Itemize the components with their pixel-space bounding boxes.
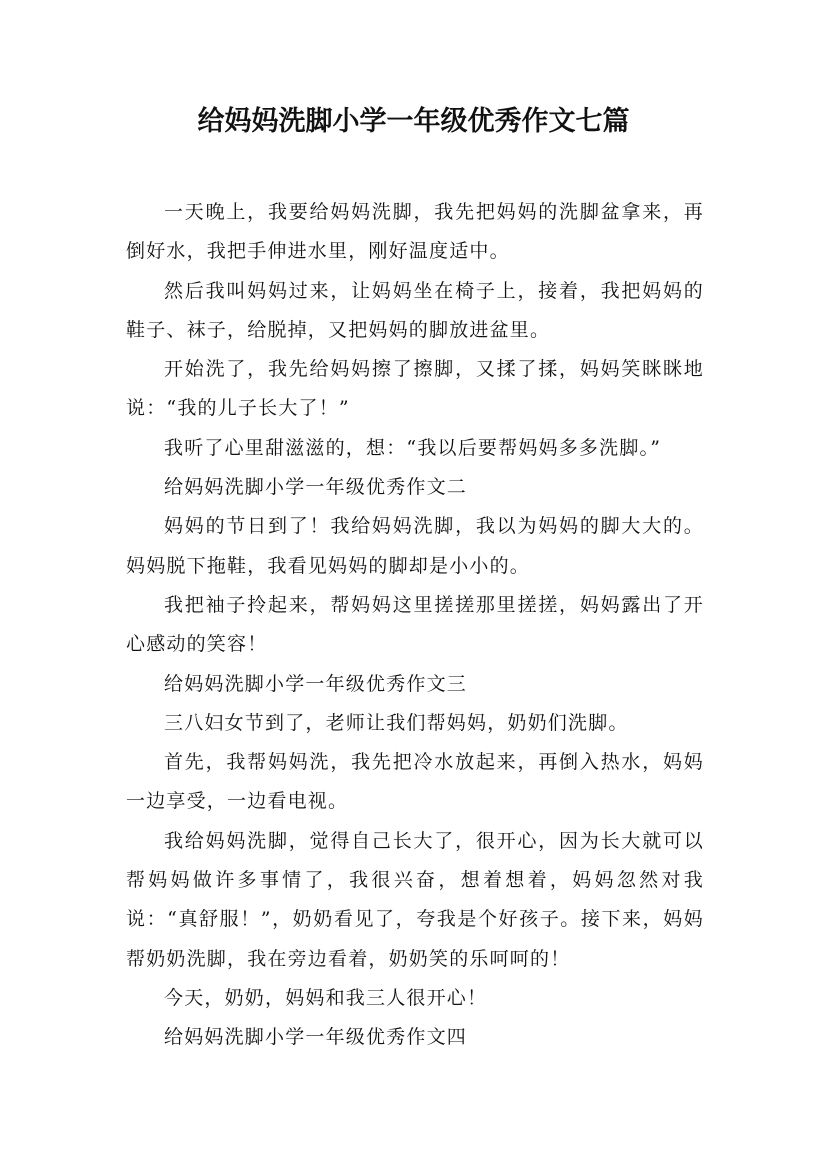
paragraph: 开始洗了，我先给妈妈擦了擦脚，又揉了揉，妈妈笑眯眯地说：“我的儿子长大了！”	[126, 358, 704, 420]
document-title: 给妈妈洗脚小学一年级优秀作文七篇	[197, 106, 630, 137]
paragraph: 三八妇女节到了，老师让我们帮妈妈，奶奶们洗脚。	[164, 711, 629, 734]
section-heading: 给妈妈洗脚小学一年级优秀作文三	[164, 672, 468, 695]
paragraph: 妈妈的节日到了！我给妈妈洗脚，我以为妈妈的脚大大的。妈妈脱下拖鞋，我看见妈妈的脚却是小小的。	[126, 515, 704, 577]
paragraph: 首先，我帮妈妈洗，我先把冷水放起来，再倒入热水，妈妈一边享受，一边看电视。	[126, 751, 704, 813]
paragraph: 我听了心里甜滋滋的，想：“我以后要帮妈妈多多洗脚。”	[164, 436, 662, 459]
paragraph: 我给妈妈洗脚，觉得自己长大了，很开心，因为长大就可以帮妈妈做许多事情了，我很兴奋，想着想着，妈妈忽然对我说：“真舒服！”，奶奶看见了，夸我是个好孩子。接下来，妈妈帮奶奶洗脚，我在旁边看着，奶奶笑的乐呵呵的！	[126, 829, 704, 970]
document-body	[126, 193, 704, 1058]
paragraph: 我把袖子拎起来，帮妈妈这里搓搓那里搓搓，妈妈露出了开心感动的笑容！	[126, 593, 704, 656]
section-heading: 给妈妈洗脚小学一年级优秀作文四	[164, 1026, 468, 1049]
paragraph: 然后我叫妈妈过来，让妈妈坐在椅子上，接着，我把妈妈的鞋子、袜子，给脱掉，又把妈妈的脚放进盆里。	[126, 279, 704, 341]
paragraph: 今天，奶奶，妈妈和我三人很开心！	[164, 986, 488, 1009]
paragraph: 一天晚上，我要给妈妈洗脚，我先把妈妈的洗脚盆拿来，再倒好水，我把手伸进水里，刚好温度适中。	[126, 201, 704, 263]
section-heading: 给妈妈洗脚小学一年级优秀作文二	[164, 476, 468, 499]
